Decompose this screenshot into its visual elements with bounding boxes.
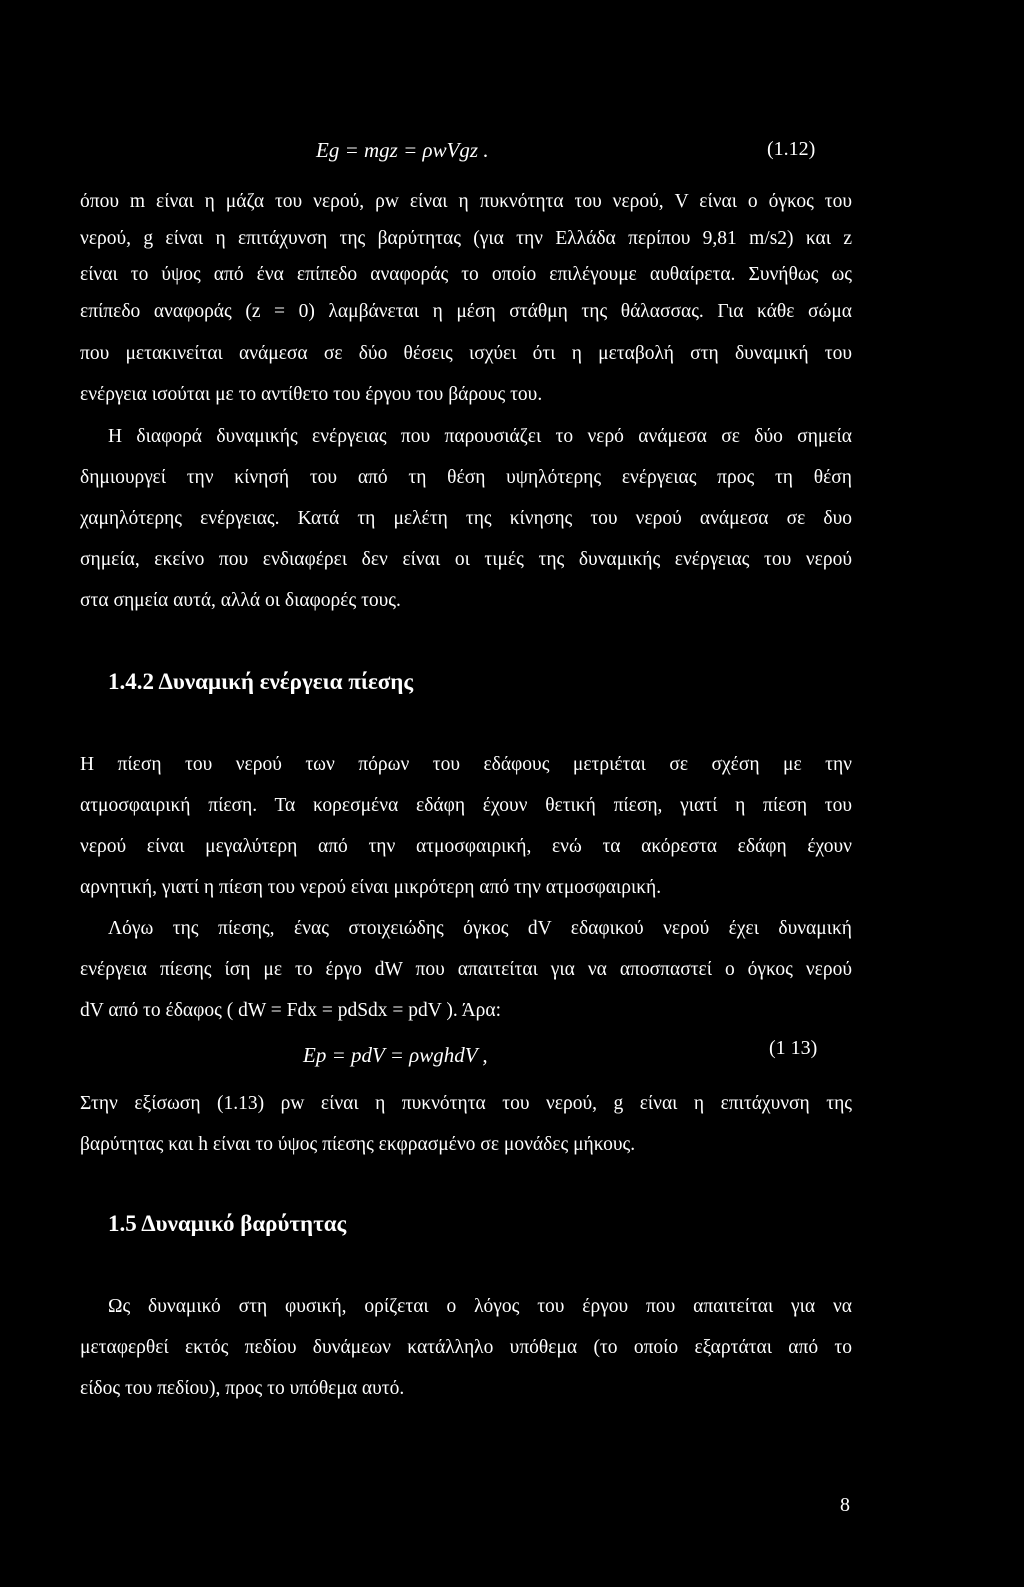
paragraph-2-line: χαμηλότερης ενέργειας. Κατά τη μελέτη της κίνησης του νερού ανάμεσα σε δυο xyxy=(80,508,852,529)
paragraph-3-line: ατμοσφαιρική πίεση. Τα κορεσμένα εδάφη έχουν θετική πίεση, γιατί η πίεση του xyxy=(80,795,852,816)
paragraph-6-line: μεταφερθεί εκτός πεδίου δυνάμεων κατάλληλο υπόθεμα (το οποίο εξαρτάται από το xyxy=(80,1337,852,1358)
paragraph-4-line: Λόγω της πίεσης, ένας στοιχειώδης όγκος dV εδαφικού νερού έχει δυναμική xyxy=(108,918,852,939)
paragraph-1-line: νερού, g είναι η επιτάχυνση της βαρύτητας (για την Ελλάδα περίπου 9,81 m/s2) και z xyxy=(80,228,852,249)
paragraph-1-line: είναι το ύψος από ένα επίπεδο αναφοράς το οποίο επιλέγουμε αυθαίρετα. Συνήθως ως xyxy=(80,264,852,285)
paragraph-1-line: επίπεδο αναφοράς (z = 0) λαμβάνεται η μέση στάθμη της θάλασσας. Για κάθε σώμα xyxy=(80,301,852,322)
paragraph-3-line: Η πίεση του νερού των πόρων του εδάφους μετριέται σε σχέση με την xyxy=(80,754,852,775)
paragraph-2-line: Η διαφορά δυναμικής ενέργειας που παρουσιάζει το νερό ανάμεσα σε δύο σημεία xyxy=(108,426,852,447)
page-number: 8 xyxy=(840,1494,850,1516)
section-heading-1-5: 1.5 Δυναμικό βαρύτητας xyxy=(108,1211,347,1236)
section-heading-1-4-2: 1.4.2 Δυναμική ενέργεια πίεσης xyxy=(108,669,414,694)
paragraph-4-line: dV από το έδαφος ( dW = Fdx = pdSdx = pdV ). Άρα: xyxy=(80,1000,502,1021)
paragraph-4-line: ενέργεια πίεσης ίση με το έργο dW που απαιτείται για να αποσπαστεί ο όγκος νερού xyxy=(80,959,852,980)
paragraph-5-line: Στην εξίσωση (1.13) ρw είναι η πυκνότητα του νερού, g είναι η επιτάχυνση της xyxy=(80,1093,852,1114)
equation-1-12-number: (1.12) xyxy=(767,138,816,160)
paragraph-2-line: σημεία, εκείνο που ενδιαφέρει δεν είναι οι τιμές της δυναμικής ενέργειας του νερού xyxy=(80,549,852,570)
paragraph-1-line: όπου m είναι η μάζα του νερού, ρw είναι η πυκνότητα του νερού, V είναι ο όγκος του xyxy=(80,191,852,212)
paragraph-5-line: βαρύτητας και h είναι το ύψος πίεσης εκφρασμένο σε μονάδες μήκους. xyxy=(80,1134,636,1155)
paragraph-3-line: αρνητική, γιατί η πίεση του νερού είναι μικρότερη από την ατμοσφαιρική. xyxy=(80,877,662,898)
equation-1-13: Ep = pdV = ρwghdV , xyxy=(303,1043,488,1067)
paragraph-3-line: νερού είναι μεγαλύτερη από την ατμοσφαιρική, ενώ τα ακόρεστα εδάφη έχουν xyxy=(80,836,852,857)
paragraph-1-line: ενέργεια ισούται με το αντίθετο του έργου του βάρους του. xyxy=(80,384,543,405)
equation-1-13-number: (1 13) xyxy=(769,1037,818,1059)
paragraph-6-line: είδος του πεδίου), προς το υπόθεμα αυτό. xyxy=(80,1378,405,1399)
paragraph-1-line: που μετακινείται ανάμεσα σε δύο θέσεις ισχύει ότι η μεταβολή στη δυναμική του xyxy=(80,343,852,364)
paragraph-6-line: Ως δυναμικό στη φυσική, ορίζεται ο λόγος του έργου που απαιτείται για να xyxy=(108,1296,852,1317)
paragraph-2-line: δημιουργεί την κίνησή του από τη θέση υψηλότερης ενέργειας προς τη θέση xyxy=(80,467,852,488)
equation-1-12: Eg = mgz = ρwVgz . xyxy=(316,138,489,162)
paragraph-2-line: στα σημεία αυτά, αλλά οι διαφορές τους. xyxy=(80,590,401,611)
